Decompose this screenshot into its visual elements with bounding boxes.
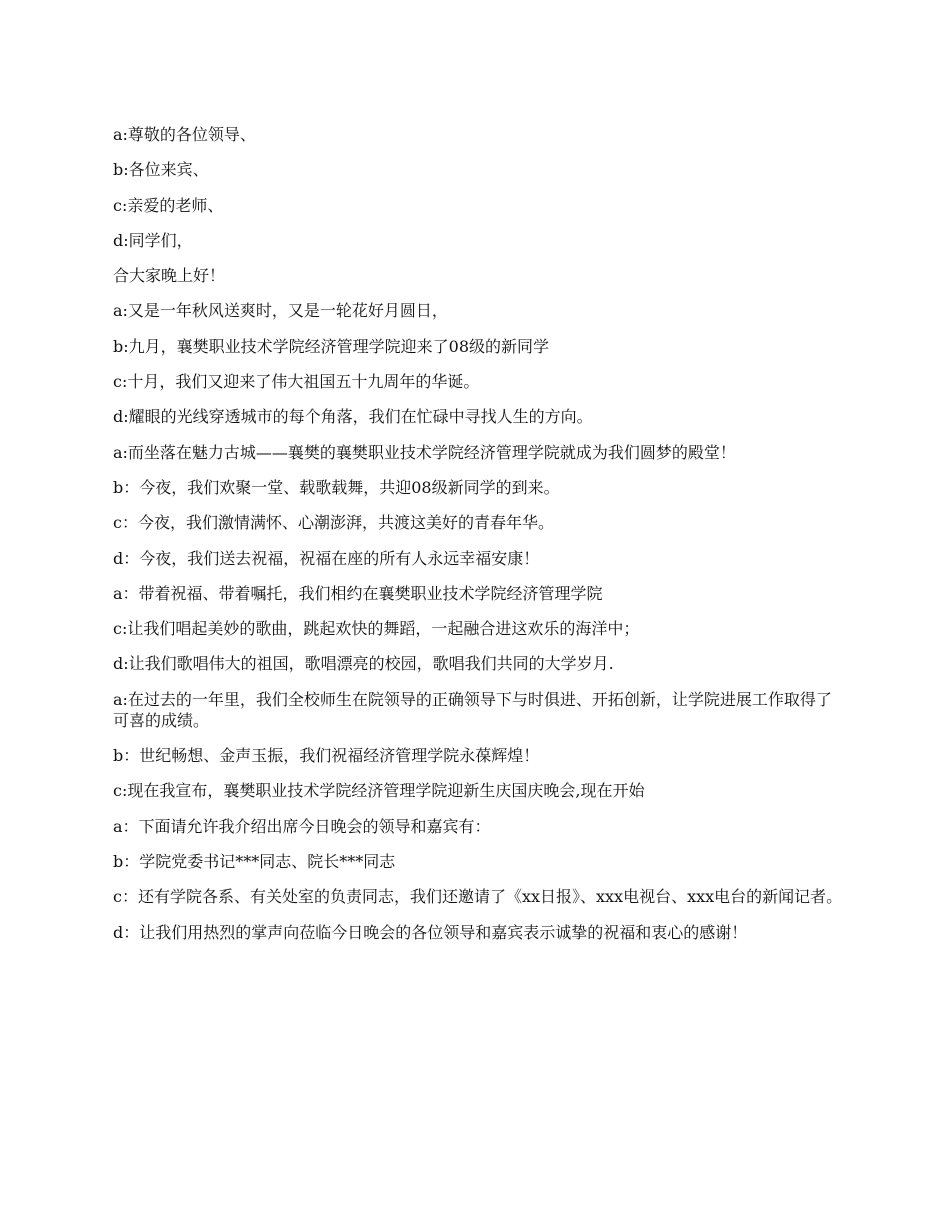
paragraph: d:让我们歌唱伟大的祖国，歌唱漂亮的校园，歌唱我们共同的大学岁月. bbox=[113, 654, 614, 674]
paragraph: c:让我们唱起美妙的歌曲，跳起欢快的舞蹈，一起融合进这欢乐的海洋中； bbox=[113, 619, 640, 639]
paragraph: d:耀眼的光线穿透城市的每个角落，我们在忙碌中寻找人生的方向。 bbox=[113, 407, 593, 427]
paragraph: c:亲爱的老师、 bbox=[113, 195, 224, 215]
paragraph: c:现在我宣布，襄樊职业技术学院经济管理学院迎新生庆国庆晚会,现在开始 bbox=[113, 781, 645, 801]
paragraph: d：今夜，我们送去祝福，祝福在座的所有人永远幸福安康！ bbox=[113, 548, 540, 568]
paragraph: b：学院党委书记***同志、院长***同志 bbox=[113, 851, 396, 871]
paragraph: a:又是一年秋风送爽时，又是一轮花好月圆日， bbox=[113, 301, 448, 321]
paragraph: d：让我们用热烈的掌声向莅临今日晚会的各位领导和嘉宾表示诚挚的祝福和衷心的感谢！ bbox=[113, 922, 748, 942]
paragraph: a:在过去的一年里，我们全校师生在院领导的正确领导下与时俱进、开拓创新，让学院进展工作取得了可喜的成绩。 bbox=[113, 689, 832, 730]
paragraph: a：带着祝福、带着嘱托，我们相约在襄樊职业技术学院经济管理学院 bbox=[113, 583, 603, 603]
paragraph: a：下面请允许我介绍出席今日晚会的领导和嘉宾有： bbox=[113, 816, 491, 836]
paragraph: a:尊敬的各位领导、 bbox=[113, 125, 256, 144]
paragraph: c：今夜，我们激情满怀、心潮澎湃，共渡这美好的青春年华。 bbox=[113, 513, 554, 533]
paragraph: c:十月，我们又迎来了伟大祖国五十九周年的华诞。 bbox=[113, 372, 480, 392]
document-body bbox=[113, 124, 843, 957]
paragraph: b：世纪畅想、金声玉振，我们祝福经济管理学院永葆辉煌！ bbox=[113, 746, 540, 766]
paragraph: b:各位来宾、 bbox=[113, 160, 209, 180]
paragraph: 合大家晚上好！ bbox=[113, 266, 226, 286]
paragraph: a:而坐落在魅力古城——襄樊的襄樊职业技术学院经济管理学院就成为我们圆梦的殿堂！ bbox=[113, 442, 736, 462]
paragraph: b：今夜，我们欢聚一堂、载歌载舞，共迎08级新同学的到来。 bbox=[113, 477, 560, 497]
paragraph: b:九月，襄樊职业技术学院经济管理学院迎来了08级的新同学 bbox=[113, 336, 549, 356]
paragraph: c：还有学院各系、有关处室的负责同志，我们还邀请了《xx日报》、xxx电视台、xxx电台的新闻记者。 bbox=[113, 887, 843, 907]
paragraph: d:同学们， bbox=[113, 230, 193, 250]
